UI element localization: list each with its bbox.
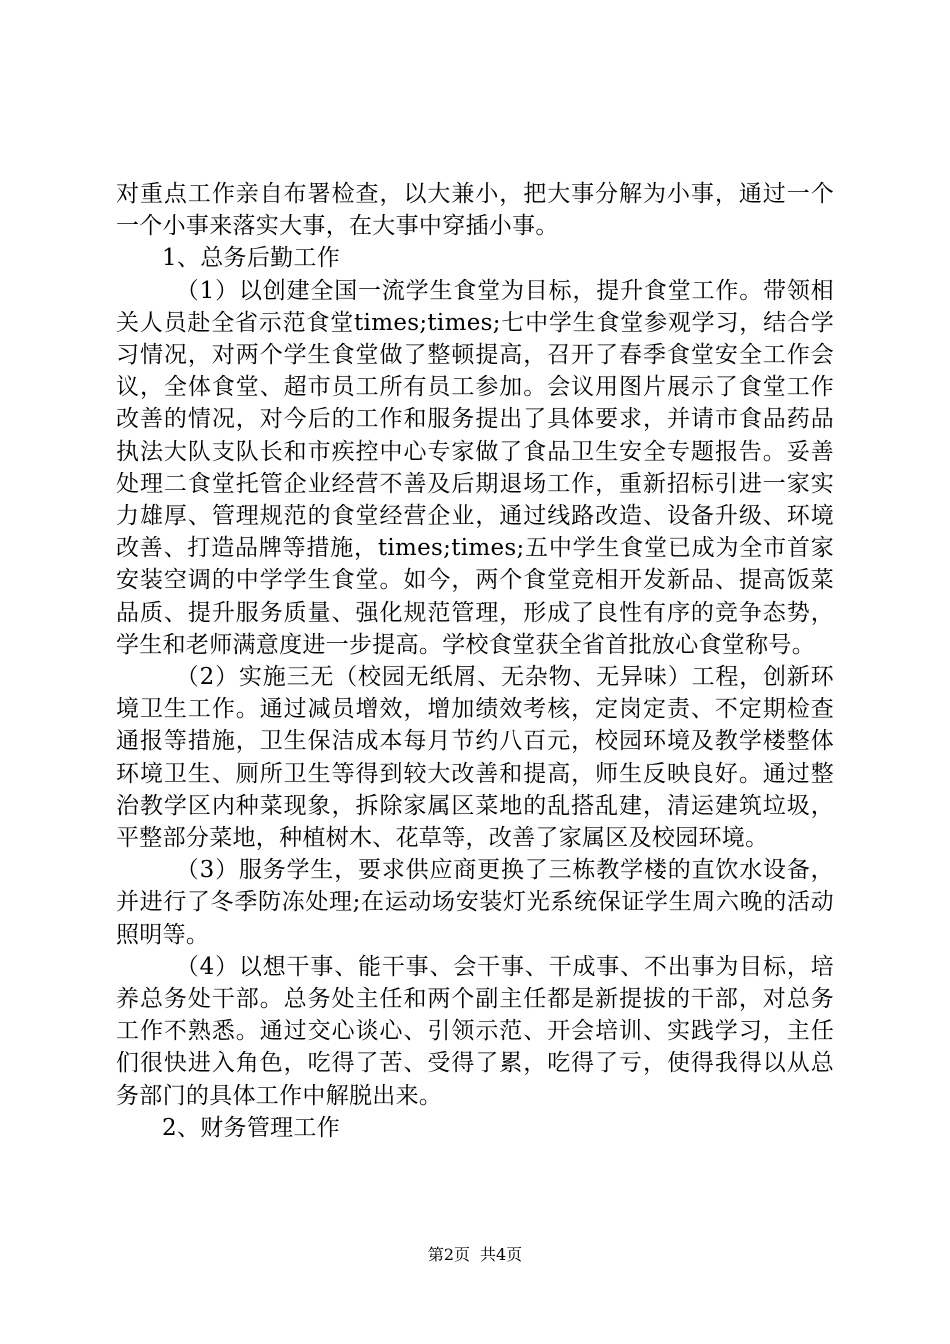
page-number-current: 第2页 bbox=[427, 1245, 470, 1264]
document-body bbox=[116, 178, 834, 1144]
paragraph-student-service: （3）服务学生，要求供应商更换了三栋教学楼的直饮水设备，并进行了冬季防冻处理;在运动场安装灯光系统保证学生周六晚的活动照明等。 bbox=[116, 857, 834, 948]
paragraph-sanitation: （2）实施三无（校园无纸屑、无杂物、无异味）工程，创新环境卫生工作。通过减员增效，增加绩效考核，定岗定责、不定期检查通报等措施，卫生保洁成本每月节约八百元，校园环境及教学楼整体环境卫生、厕所卫生等得到较大改善和提高，师生反映良好。通过整治教学区内种菜现象，拆除家属区菜地的乱搭乱建，清运建筑垃圾，平整部分菜地，种植树木、花草等，改善了家属区及校园环境。 bbox=[116, 664, 834, 852]
paragraph-continuation: 对重点工作亲自布署检查，以大兼小，把大事分解为小事，通过一个一个小事来落实大事，在大事中穿插小事。 bbox=[116, 181, 834, 240]
paragraph-staff-training: （4）以想干事、能干事、会干事、干成事、不出事为目标，培养总务处干部。总务处主任和两个副主任都是新提拔的干部，对总务工作不熟悉。通过交心谈心、引领示范、开会培训、实践学习，主任们很快进入角色，吃得了苦、受得了累，吃得了亏，使得我得以从总务部门的具体工作中解脱出来。 bbox=[116, 953, 834, 1109]
section-heading-finance: 2、财务管理工作 bbox=[162, 1114, 341, 1141]
page-footer bbox=[0, 1245, 950, 1265]
section-heading-general-affairs: 1、总务后勤工作 bbox=[162, 245, 341, 272]
paragraph-canteen: （1）以创建全国一流学生食堂为目标，提升食堂工作。带领相关人员赴全省示范食堂times;times;七中学生食堂参观学习，结合学习情况，对两个学生食堂做了整顿提高，召开了春季食堂安全工作会议，全体食堂、超市员工所有员工参加。会议用图片展示了食堂工作改善的情况，对今后的工作和服务提出了具体要求，并请市食品药品执法大队支队长和市疾控中心专家做了食品卫生安全专题报告。妥善处理二食堂托管企业经营不善及后期退场工作，重新招标引进一家实力雄厚、管理规范的食堂经营企业，通过线路改造、设备升级、环境改善、打造品牌等措施，times;times;五中学生食堂已成为全市首家安装空调的中学学生食堂。如今，两个食堂竞相开发新品、提高饭菜品质、提升服务质量、强化规范管理，形成了良性有序的竞争态势，学生和老师满意度进一步提高。学校食堂获全省首批放心食堂称号。 bbox=[116, 277, 834, 658]
page-number-total: 共4页 bbox=[480, 1245, 523, 1264]
